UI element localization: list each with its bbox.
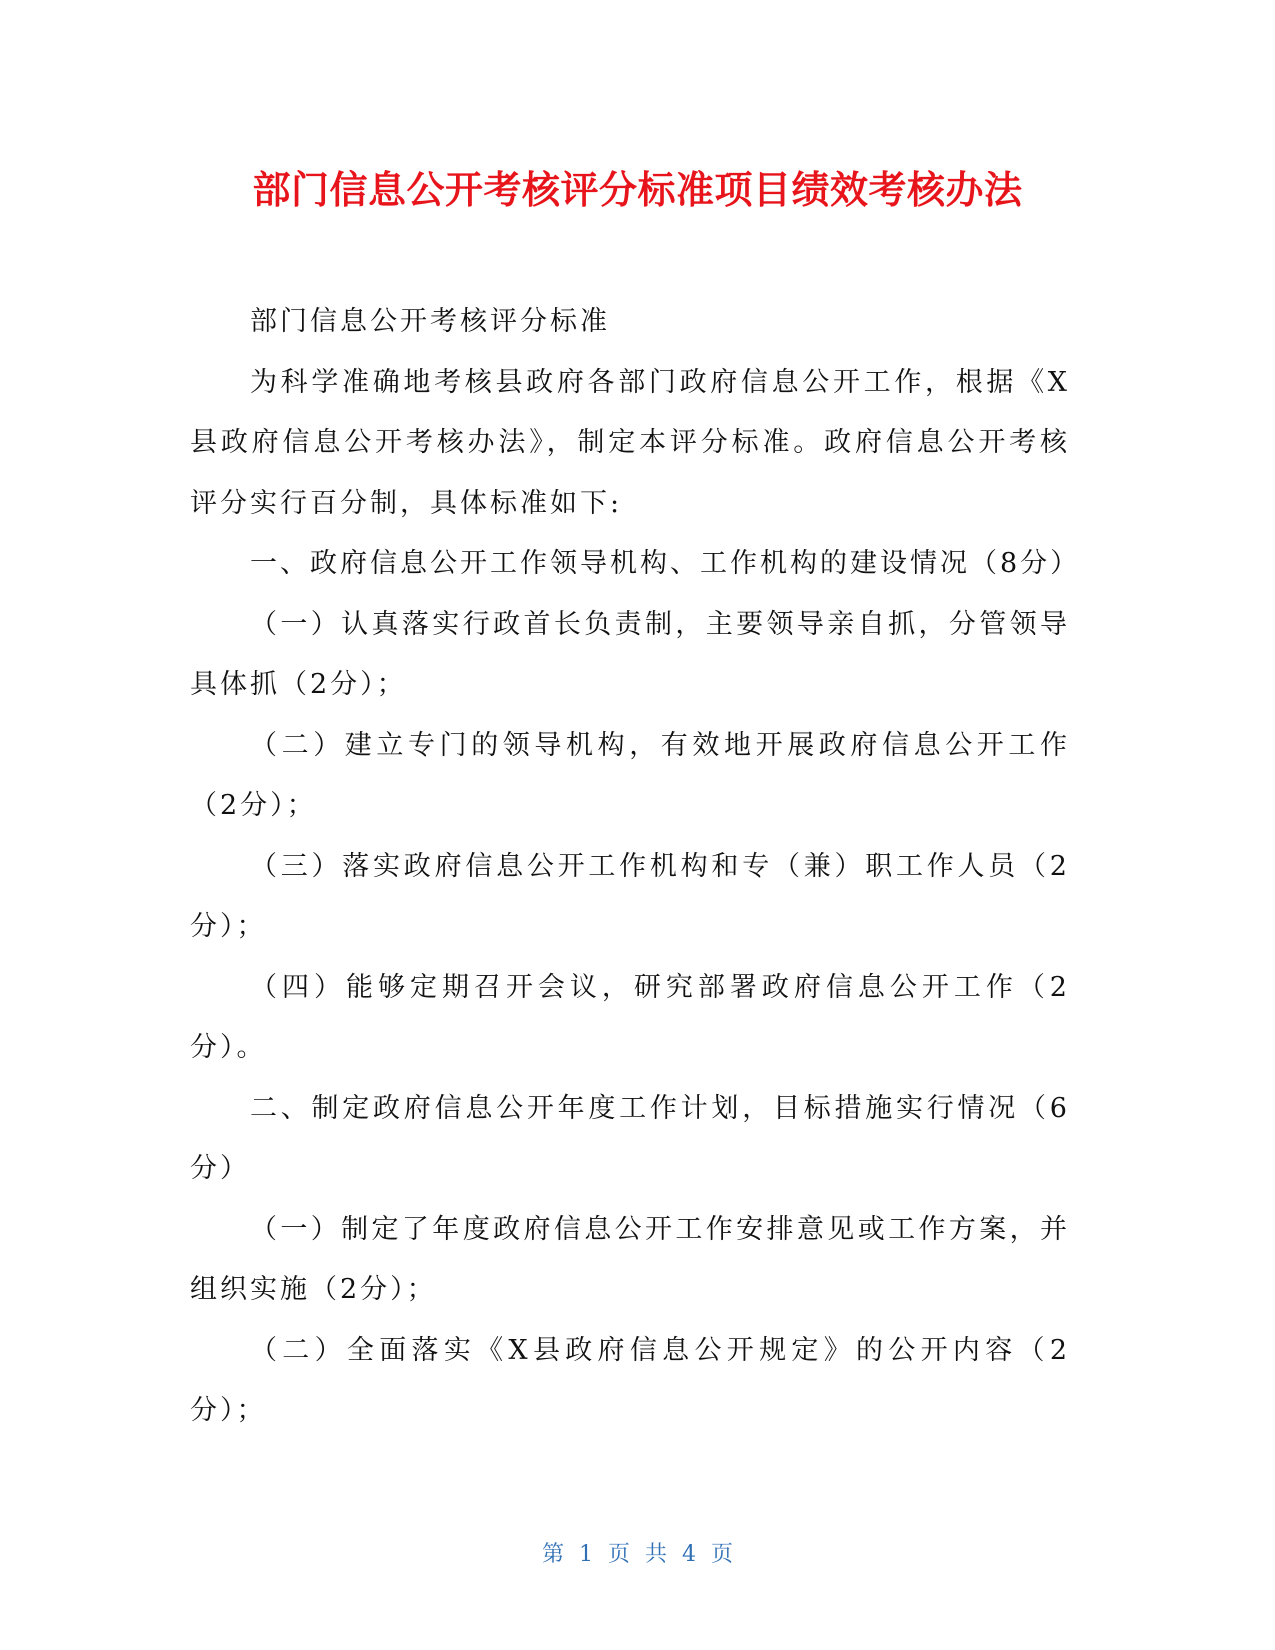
page-number-footer: 第 1 页 共 4 页 bbox=[542, 1542, 733, 1567]
paragraph: （四）能够定期召开会议，研究部署政府信息公开工作（2分）。 bbox=[190, 971, 1070, 1063]
paragraph: （一）制定了年度政府信息公开工作安排意见或工作方案，并组织实施（2分）； bbox=[190, 1213, 1070, 1305]
document-title: 部门信息公开考核评分标准项目绩效考核办法 bbox=[252, 168, 1023, 212]
paragraph: 部门信息公开考核评分标准 bbox=[250, 306, 610, 337]
paragraph: （三）落实政府信息公开工作机构和专（兼）职工作人员（2分）； bbox=[190, 850, 1070, 942]
paragraph: 二、制定政府信息公开年度工作计划，目标措施实行情况（6分） bbox=[190, 1092, 1070, 1184]
paragraph: （二）建立专门的领导机构，有效地开展政府信息公开工作（2分）； bbox=[190, 729, 1070, 821]
paragraph: 一、政府信息公开工作领导机构、工作机构的建设情况（8分） bbox=[250, 548, 1081, 579]
paragraph: （一）认真落实行政首长负责制，主要领导亲自抓，分管领导具体抓（2分）； bbox=[190, 608, 1070, 700]
document-body bbox=[190, 292, 1081, 1442]
paragraph: 为科学准确地考核县政府各部门政府信息公开工作，根据《X县政府信息公开考核办法》，制定本评分标准。政府信息公开考核评分实行百分制，具体标准如下: bbox=[190, 366, 1070, 519]
paragraph: （二）全面落实《X县政府信息公开规定》的公开内容（2分）； bbox=[190, 1334, 1070, 1426]
